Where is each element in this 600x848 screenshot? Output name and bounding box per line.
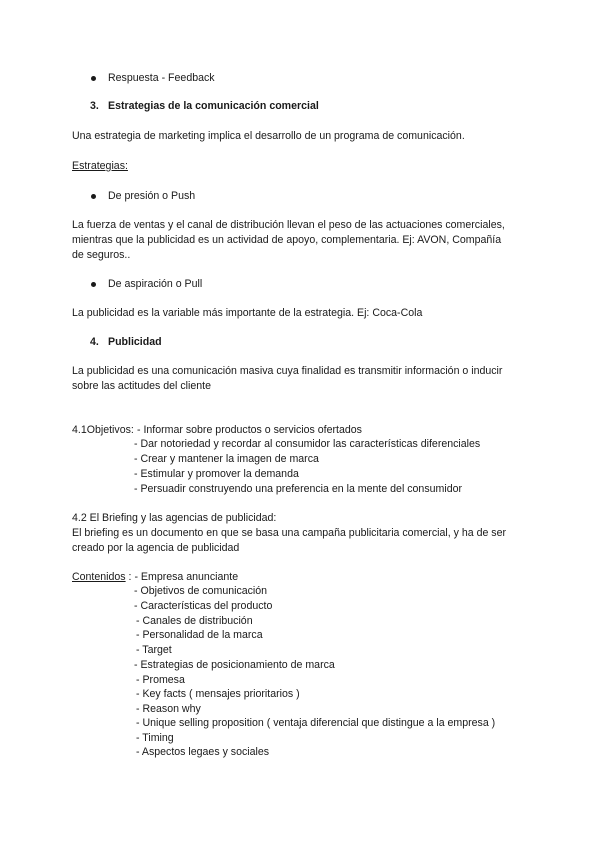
contenidos-item: - Personalidad de la marca [136,629,263,641]
contenidos-label: Contenidos [72,571,126,583]
briefing-title: 4.2 El Briefing y las agencias de publicidad: [72,512,277,524]
paragraph-publicidad-line: sobre las actitudes del cliente [72,380,211,392]
contenidos-item: - Empresa anunciante [134,571,239,583]
objetivos-item: - Informar sobre productos o servicios ofertados [137,424,362,436]
objetivos-item: - Crear y mantener la imagen de marca [134,453,319,465]
contenidos-item: - Canales de distribución [136,615,253,627]
strategies-label: Estrategias: [72,160,128,172]
bullet-dot [91,194,96,199]
paragraph-marketing: Una estrategia de marketing implica el desarrollo de un programa de comunicación. [72,130,465,142]
section-4-number: 4. [90,336,99,348]
paragraph-pull: La publicidad es la variable más importante de la estrategia. Ej: Coca-Cola [72,307,423,319]
paragraph-push-line: La fuerza de ventas y el canal de distribución llevan el peso de las actuaciones comerciales, [72,219,505,231]
contenidos-separator: : [125,571,135,583]
briefing-line: creado por la agencia de publicidad [72,542,240,554]
bullet-pull: De aspiración o Pull [108,278,203,290]
contenidos-item: - Timing [136,732,174,744]
objetivos-item: - Persuadir construyendo una preferencia en la mente del consumidor [134,483,463,495]
contenidos-item: - Características del producto [134,600,273,612]
section-4-title: Publicidad [108,336,162,348]
objetivos-item: - Estimular y promover la demanda [134,468,299,480]
bullet-dot [91,282,96,287]
contenidos-item: - Reason why [136,703,201,715]
contenidos-item: - Objetivos de comunicación [134,585,268,597]
contenidos-item: - Unique selling proposition ( ventaja diferencial que distingue a la empresa ) [136,717,496,729]
bullet-feedback: Respuesta - Feedback [108,72,215,84]
contenidos-item: - Target [136,644,172,656]
bullet-push: De presión o Push [108,190,196,202]
paragraph-publicidad-line: La publicidad es una comunicación masiva cuya finalidad es transmitir información o inducir [72,365,503,377]
contenidos-item: - Promesa [136,674,185,686]
paragraph-push-line: de seguros.. [72,249,131,261]
section-3-number: 3. [90,100,99,112]
contenidos-item: - Estrategias de posicionamiento de marca [134,659,335,671]
section-3-title: Estrategias de la comunicación comercial [108,100,319,112]
objetivos-label: 4.1Objetivos: [72,424,134,436]
paragraph-push-line: mientras que la publicidad es un actividad de apoyo, complementaria. Ej: AVON, Compañía [72,234,502,246]
objetivos-item: - Dar notoriedad y recordar al consumidor las características diferenciales [134,438,481,450]
briefing-line: El briefing es un documento en que se basa una campaña publicitaria comercial, y ha de ser [72,527,507,539]
bullet-dot [91,76,96,81]
contenidos-item: - Key facts ( mensajes prioritarios ) [136,688,300,700]
contenidos-heading [72,571,238,584]
contenidos-item: - Aspectos legaes y sociales [136,746,270,758]
